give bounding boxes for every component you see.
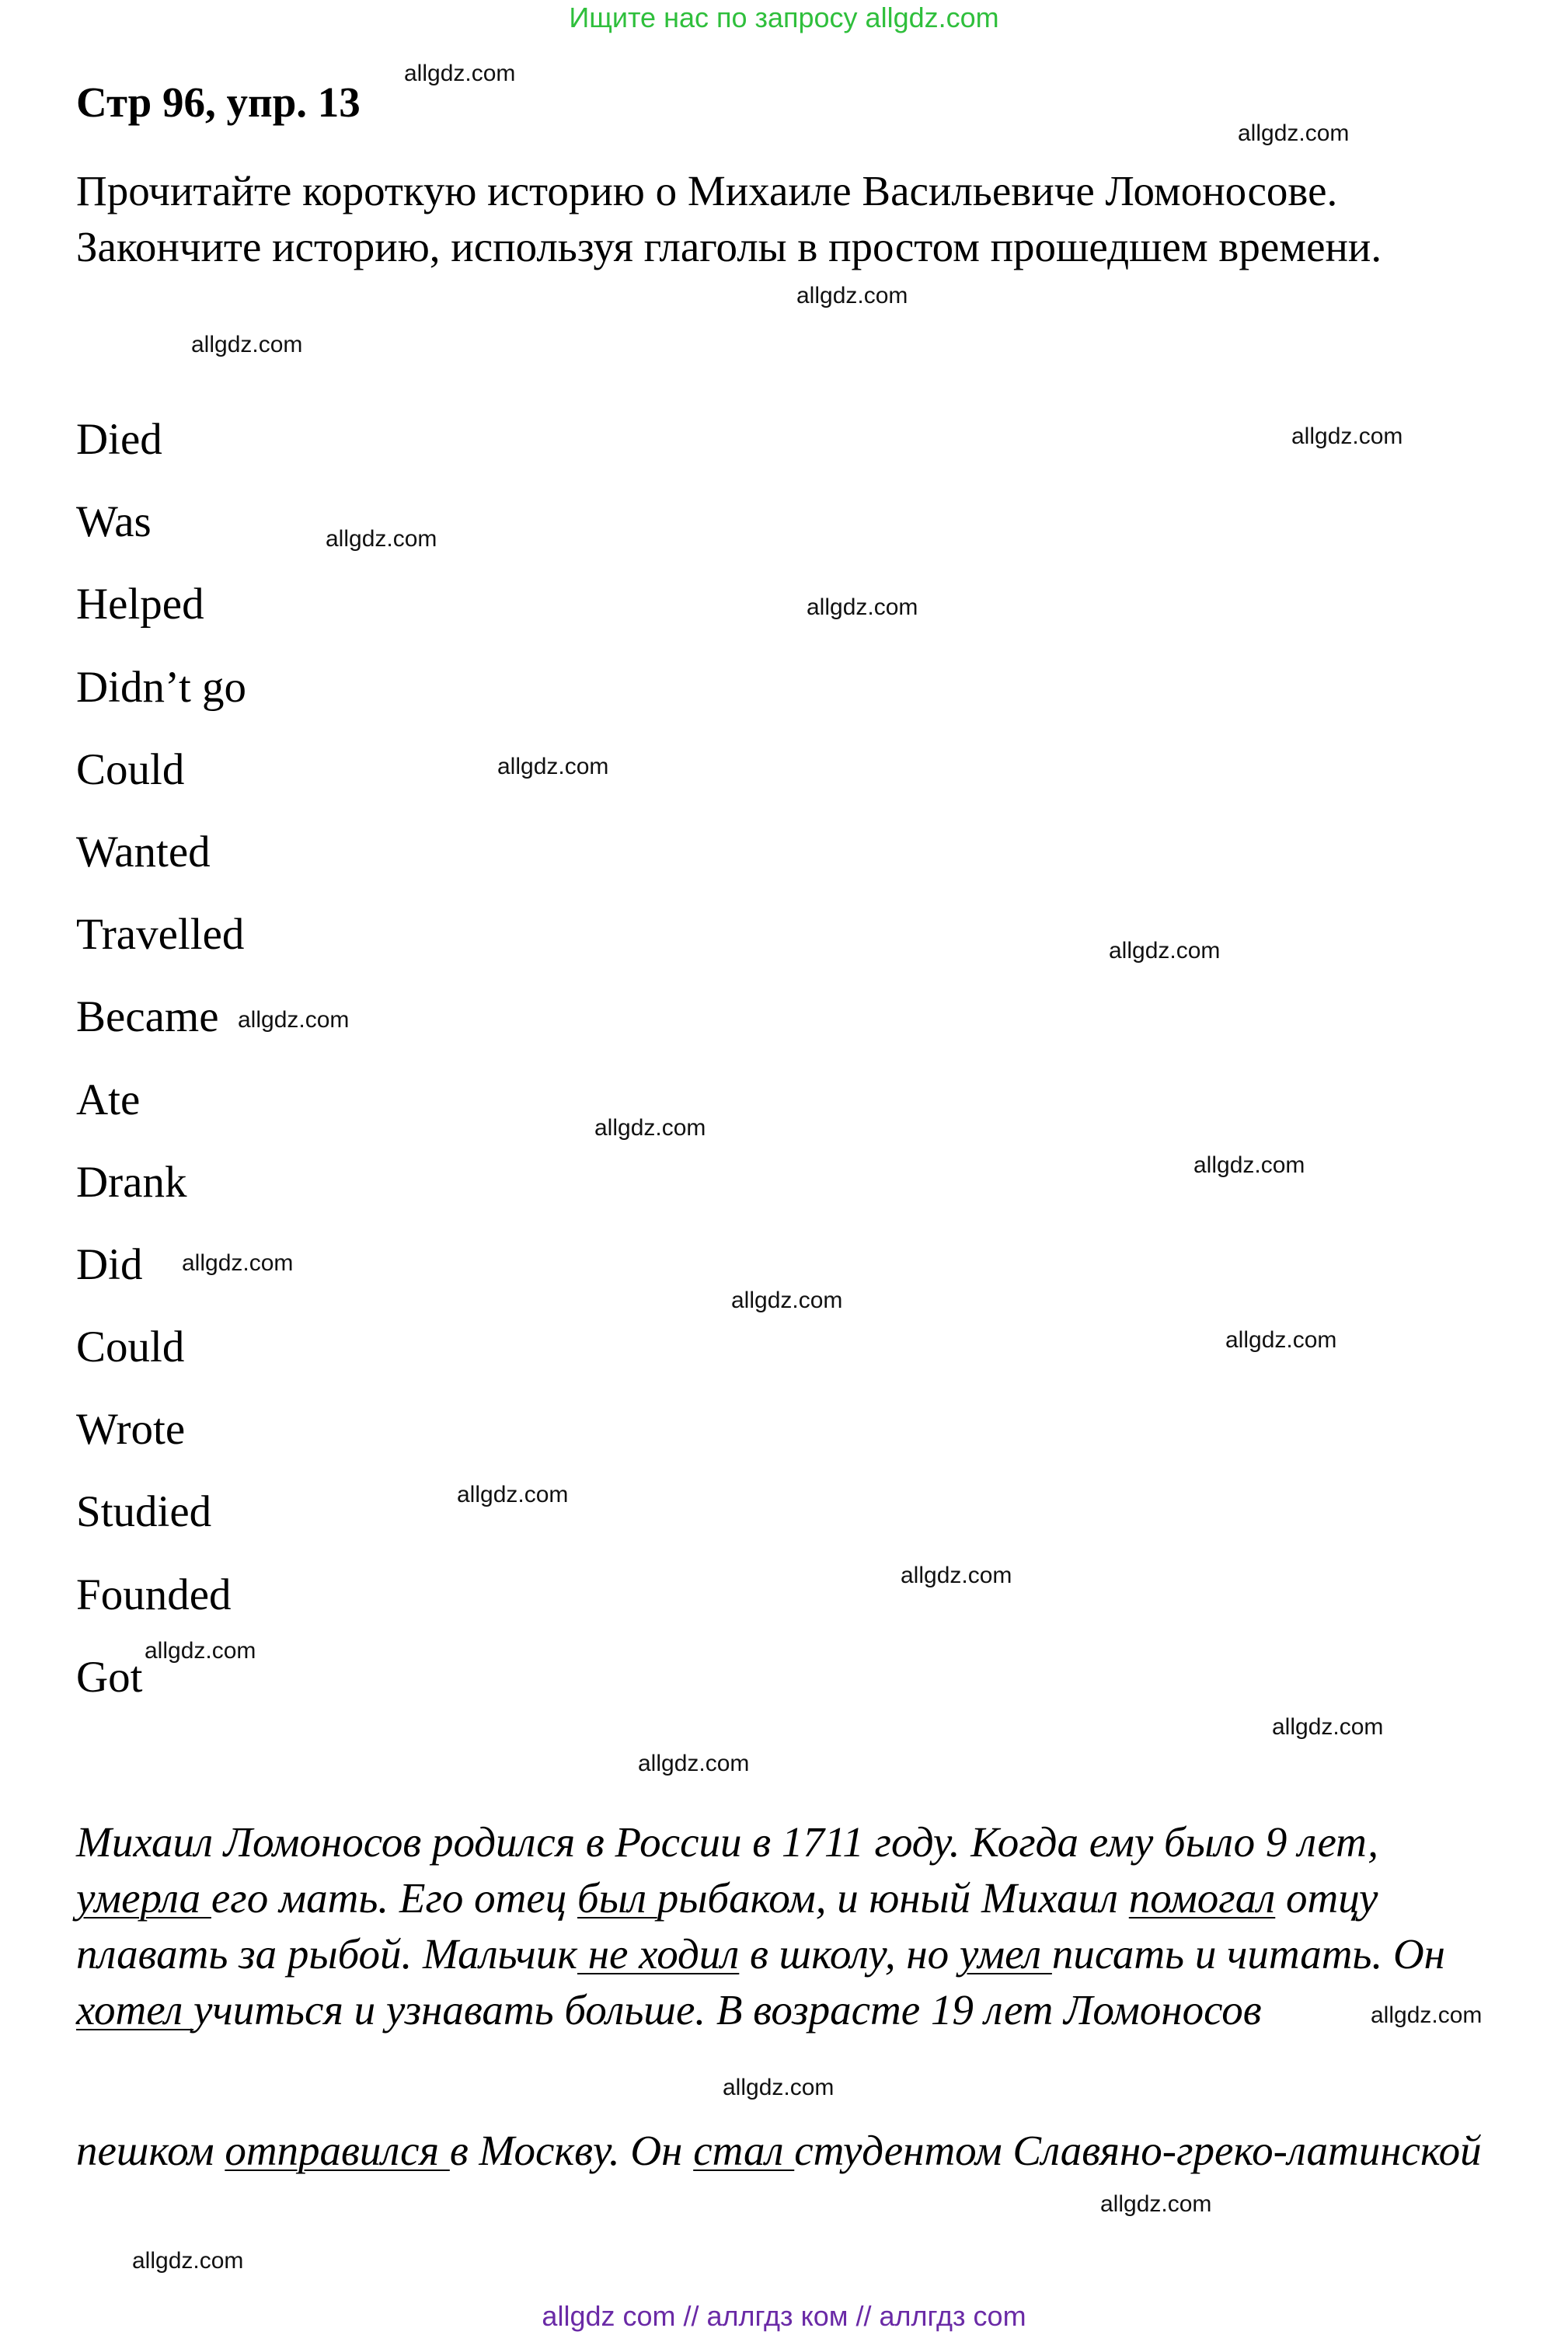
story-text: его мать. Его отец — [211, 1874, 578, 1922]
top-banner: Ищите нас по запросу allgdz.com — [569, 2, 999, 33]
verb-item: Wanted — [76, 827, 211, 876]
watermark: allgdz.com — [404, 61, 516, 86]
story-text: отцу плавать за рыбой. Мальчик — [76, 1874, 1378, 1978]
answer-verb: хотел — [76, 1986, 194, 2034]
answer-verb: умел — [959, 1930, 1052, 1978]
footer-banner: allgdz com // аллгдз ком // аллгдз com — [542, 2300, 1026, 2332]
watermark: allgdz.com — [1291, 423, 1403, 449]
answer-verb: отправился — [225, 2127, 450, 2174]
watermark: allgdz.com — [326, 526, 437, 552]
verb-item: Travelled — [76, 910, 245, 960]
watermark: allgdz.com — [1371, 2002, 1483, 2028]
story-text: в школу, но — [739, 1930, 960, 1978]
watermark: allgdz.com — [182, 1250, 294, 1276]
verb-item: Did — [76, 1239, 143, 1289]
verb-item: Wrote — [76, 1405, 186, 1455]
watermark: allgdz.com — [457, 1482, 569, 1507]
answer-verb: был — [577, 1874, 657, 1922]
story-text: в Москву. Он — [449, 2127, 694, 2174]
story-text: писать и читать. Он — [1051, 1930, 1445, 1978]
watermark: allgdz.com — [1225, 1327, 1337, 1353]
answer-verb: помогал — [1128, 1874, 1276, 1922]
instruction-text: Прочитайте короткую историю о Михаиле Васильевиче Ломоносове. Закончите историю, используя глаголы в простом прошедшем времени. — [76, 167, 1382, 270]
verb-item: Got — [76, 1652, 143, 1702]
verb-item: Died — [76, 415, 162, 464]
verb-item: Ate — [76, 1075, 141, 1124]
verb-item: Could — [76, 1323, 185, 1372]
watermark: allgdz.com — [638, 1751, 750, 1776]
verb-item: Was — [76, 497, 152, 547]
watermark: allgdz.com — [238, 1007, 350, 1033]
watermark: allgdz.com — [191, 332, 303, 357]
answer-verb: стал — [693, 2127, 795, 2174]
watermark: allgdz.com — [1193, 1152, 1305, 1178]
watermark: allgdz.com — [1272, 1714, 1384, 1740]
watermark: allgdz.com — [145, 1638, 256, 1664]
story-paragraph-1 — [76, 1814, 1490, 2038]
verb-item: Could — [76, 744, 185, 794]
watermark: allgdz.com — [1238, 120, 1350, 146]
watermark: allgdz.com — [901, 1563, 1012, 1588]
verb-item: Became — [76, 992, 219, 1042]
story-paragraph-2 — [76, 2123, 1490, 2179]
watermark: allgdz.com — [807, 594, 918, 620]
answer-verb: умерла — [76, 1874, 211, 1922]
watermark: allgdz.com — [594, 1115, 706, 1141]
verb-item: Founded — [76, 1570, 232, 1619]
story-text: пешком — [76, 2127, 225, 2174]
watermark: allgdz.com — [731, 1288, 843, 1313]
story-text: студентом Славяно-греко-латинской — [794, 2127, 1482, 2174]
watermark: allgdz.com — [497, 754, 609, 779]
story-text: учиться и узнавать больше. В возрасте 19 лет Ломоносов — [193, 1986, 1262, 2034]
verb-list — [76, 412, 246, 1732]
verb-item: Helped — [76, 580, 204, 629]
exercise-title: Стр 96, упр. 13 — [76, 78, 361, 126]
answer-verb: не ходил — [577, 1930, 740, 1978]
story-text: Михаил Ломоносов родился в России в 1711 году. Когда ему было 9 лет, — [76, 1818, 1378, 1866]
watermark: allgdz.com — [1100, 2191, 1212, 2217]
watermark: allgdz.com — [132, 2248, 244, 2274]
verb-item: Studied — [76, 1487, 212, 1537]
watermark: allgdz.com — [796, 283, 908, 308]
verb-item: Drank — [76, 1157, 187, 1207]
story-text: рыбаком, и юный Михаил — [657, 1874, 1129, 1922]
watermark: allgdz.com — [1109, 938, 1221, 964]
watermark: allgdz.com — [723, 2075, 835, 2100]
verb-item: Didn’t go — [76, 662, 247, 712]
